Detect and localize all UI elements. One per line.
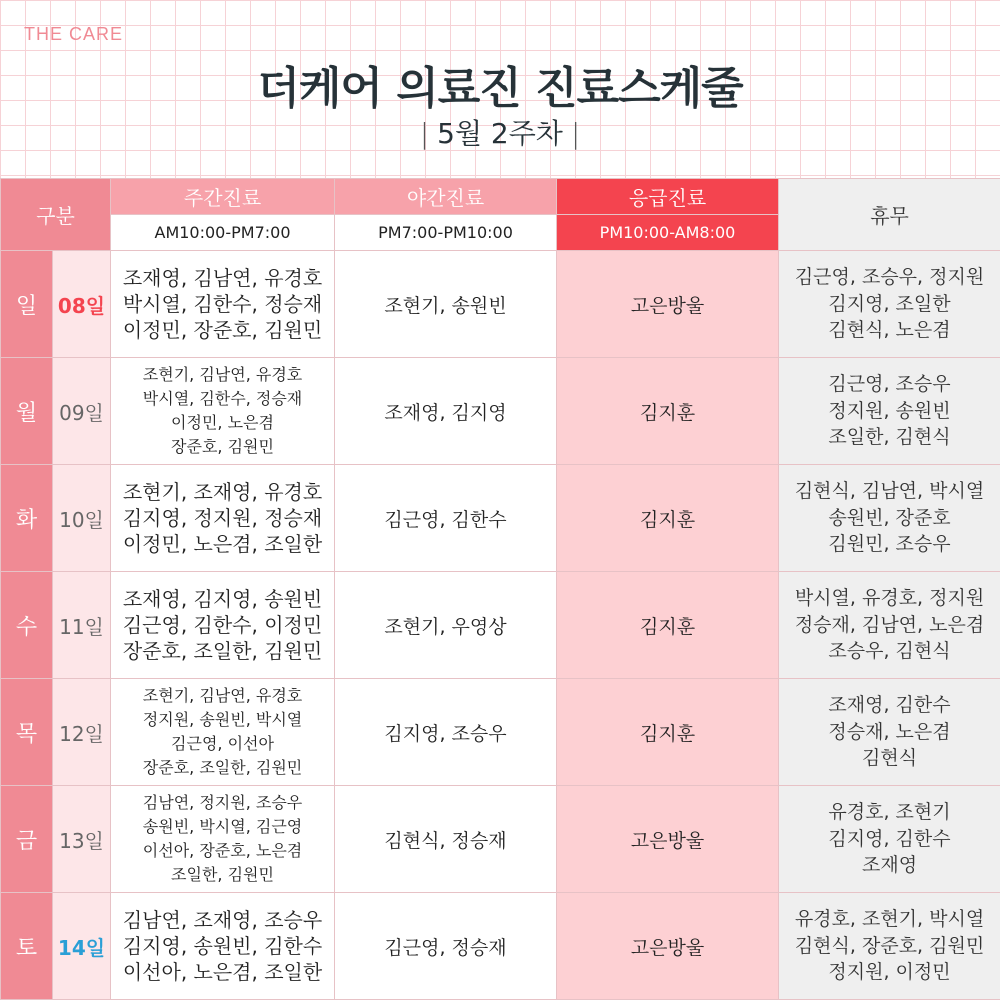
day-shift-line: 정지원, 송원빈, 박시열: [142, 710, 303, 729]
off-line: 김현식, 노은겸: [828, 319, 951, 342]
day-shift-line: 이정민, 노은겸, 조일한: [122, 532, 323, 556]
night-shift-cell: 조현기, 우영상: [335, 572, 557, 679]
day-shift-line: 박시열, 김한수, 정승재: [122, 292, 323, 316]
off-line: 유경호, 조현기, 박시열: [794, 908, 985, 931]
off-line: 정지원, 송원빈: [828, 399, 951, 422]
emergency-cell: 김지훈: [557, 358, 779, 465]
table-row: [1, 893, 1000, 1000]
schedule-table: [0, 178, 1000, 1000]
off-line: 김지영, 김한수: [828, 827, 951, 850]
off-line: 김지영, 조일한: [828, 292, 951, 315]
off-line: 정승재, 김남연, 노은겸: [794, 613, 985, 636]
off-line: 조승우, 김현식: [828, 640, 951, 663]
day-shift-line: 조현기, 김남연, 유경호: [142, 686, 303, 705]
header-category: 구분: [1, 179, 111, 251]
off-line: 조재영, 김한수: [828, 694, 951, 717]
off-line: 김원민, 조승우: [828, 533, 951, 556]
night-shift-cell: 김근영, 김한수: [335, 465, 557, 572]
off-line: 박시열, 유경호, 정지원: [794, 587, 985, 610]
off-line: 조재영: [861, 854, 918, 877]
day-shift-line: 송원빈, 박시열, 김근영: [142, 817, 303, 836]
day-shift-line: 김지영, 송원빈, 김한수: [122, 934, 323, 958]
off-line: 김근영, 조승우, 정지원: [794, 266, 985, 289]
day-of-week: 수: [1, 572, 53, 679]
date-cell: 10일: [53, 465, 111, 572]
header-day-time: AM10:00-PM7:00: [111, 215, 335, 251]
day-shift-line: 이선아, 장준호, 노은겸: [142, 841, 303, 860]
day-shift-line: 박시열, 김한수, 정승재: [142, 389, 303, 408]
day-shift-line: 장준호, 조일한, 김원민: [142, 758, 303, 777]
table-row: [1, 679, 1000, 786]
header-day-shift: 주간진료: [111, 179, 335, 215]
off-line: 김근영, 조승우: [828, 373, 951, 396]
table-row: [1, 465, 1000, 572]
date-cell: 14일: [53, 893, 111, 1000]
day-shift-cell: [111, 679, 335, 786]
day-shift-line: 조재영, 김지영, 송원빈: [122, 587, 323, 611]
day-shift-line: 조재영, 김남연, 유경호: [122, 266, 323, 290]
off-cell: [779, 572, 1000, 679]
off-line: 김현식: [861, 747, 918, 770]
emergency-cell: 김지훈: [557, 679, 779, 786]
off-cell: [779, 786, 1000, 893]
day-of-week: 일: [1, 251, 53, 358]
day-of-week: 금: [1, 786, 53, 893]
day-shift-line: 김지영, 정지원, 정승재: [122, 506, 323, 530]
date-cell: 13일: [53, 786, 111, 893]
date-cell: 12일: [53, 679, 111, 786]
day-of-week: 월: [1, 358, 53, 465]
day-of-week: 화: [1, 465, 53, 572]
day-shift-line: 조현기, 조재영, 유경호: [122, 480, 323, 504]
day-shift-line: 김근영, 이선아: [171, 734, 274, 753]
off-cell: [779, 358, 1000, 465]
table-row: [1, 358, 1000, 465]
page-title: 더케어 의료진 진료스케줄: [257, 63, 743, 114]
off-line: 김현식, 장준호, 김원민: [794, 934, 985, 957]
off-line: 유경호, 조현기: [828, 801, 951, 824]
emergency-cell: 김지훈: [557, 465, 779, 572]
off-line: 송원빈, 장준호: [828, 506, 951, 529]
emergency-cell: 고은방울: [557, 893, 779, 1000]
date-cell: 09일: [53, 358, 111, 465]
day-of-week: 목: [1, 679, 53, 786]
day-shift-cell: [111, 465, 335, 572]
day-shift-line: 김남연, 정지원, 조승우: [142, 793, 303, 812]
night-shift-cell: 김근영, 정승재: [335, 893, 557, 1000]
night-shift-cell: 조현기, 송원빈: [335, 251, 557, 358]
emergency-cell: 고은방울: [557, 251, 779, 358]
header-off: 휴무: [779, 179, 1000, 251]
emergency-cell: 김지훈: [557, 572, 779, 679]
day-shift-line: 조일한, 김원민: [171, 865, 274, 884]
table-row: [1, 572, 1000, 679]
night-shift-cell: 조재영, 김지영: [335, 358, 557, 465]
header-night-time: PM7:00-PM10:00: [335, 215, 557, 251]
table-row: [1, 251, 1000, 358]
off-cell: [779, 251, 1000, 358]
emergency-cell: 고은방울: [557, 786, 779, 893]
day-shift-cell: [111, 572, 335, 679]
off-line: 김현식, 김남연, 박시열: [794, 480, 985, 503]
day-shift-cell: [111, 358, 335, 465]
day-shift-line: 조현기, 김남연, 유경호: [142, 365, 303, 384]
off-cell: [779, 893, 1000, 1000]
night-shift-cell: 김지영, 조승우: [335, 679, 557, 786]
day-shift-line: 이정민, 노은겸: [171, 413, 274, 432]
day-shift-cell: [111, 251, 335, 358]
subtitle-right-bar: |: [570, 117, 581, 150]
off-line: 조일한, 김현식: [828, 426, 951, 449]
date-cell: 08일: [53, 251, 111, 358]
table-row: [1, 786, 1000, 893]
off-cell: [779, 465, 1000, 572]
header-emergency: 응급진료: [557, 179, 779, 215]
off-line: 정지원, 이정민: [828, 961, 951, 984]
header-emergency-time: PM10:00-AM8:00: [557, 215, 779, 251]
day-shift-line: 김남연, 조재영, 조승우: [122, 908, 323, 932]
day-shift-line: 이선아, 노은겸, 조일한: [122, 960, 323, 984]
night-shift-cell: 김현식, 정승재: [335, 786, 557, 893]
brand-logo-text: THE CARE: [24, 24, 124, 44]
day-of-week: 토: [1, 893, 53, 1000]
day-shift-line: 장준호, 조일한, 김원민: [122, 639, 323, 663]
date-cell: 11일: [53, 572, 111, 679]
off-line: 정승재, 노은겸: [828, 720, 951, 743]
day-shift-line: 김근영, 김한수, 이정민: [122, 613, 323, 637]
day-shift-line: 장준호, 김원민: [171, 437, 274, 456]
off-cell: [779, 679, 1000, 786]
subtitle-left-bar: |: [419, 117, 430, 150]
day-shift-line: 이정민, 장준호, 김원민: [122, 318, 323, 342]
header-night-shift: 야간진료: [335, 179, 557, 215]
day-shift-cell: [111, 893, 335, 1000]
day-shift-cell: [111, 786, 335, 893]
week-label: 5월 2주차: [437, 117, 563, 150]
page-subtitle: [0, 112, 1000, 152]
